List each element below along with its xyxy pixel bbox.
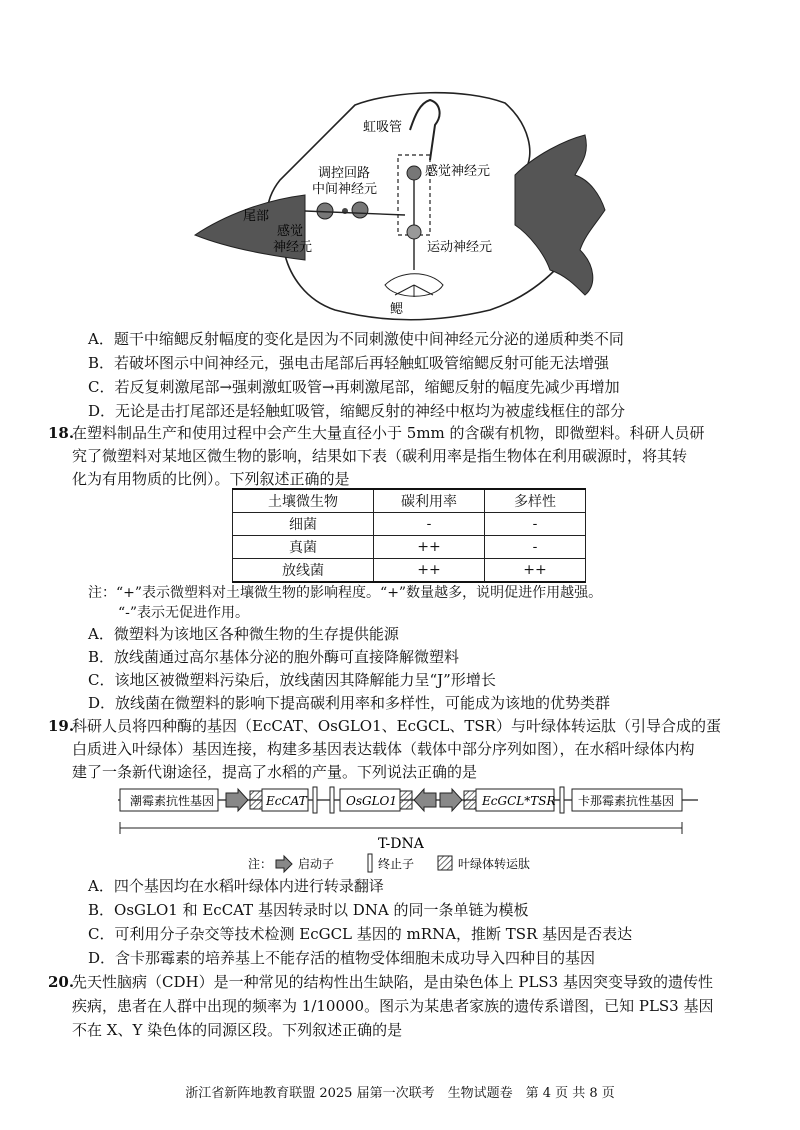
label-gill: 鳃 bbox=[390, 302, 404, 317]
microbe-table bbox=[232, 488, 586, 583]
label-sensory-left-2: 神经元 bbox=[273, 240, 313, 255]
table-header-row bbox=[233, 489, 586, 513]
hyg-label: 潮霉素抗性基因 bbox=[130, 794, 215, 808]
table-row bbox=[233, 536, 586, 559]
peptide-1 bbox=[250, 791, 262, 809]
table-header: 碳利用率 bbox=[374, 489, 485, 513]
promoter-3 bbox=[440, 789, 462, 811]
label-interneuron-1: 调控回路 bbox=[318, 166, 371, 181]
promoter-2 bbox=[414, 789, 436, 811]
q17-option-d: D．无论是击打尾部还是轻触虹吸管，缩鳃反射的神经中枢均为被虚线框住的部分 bbox=[88, 402, 626, 420]
osGLO-label: OsGLO1 bbox=[346, 794, 398, 808]
promoter-1 bbox=[226, 789, 248, 811]
ecGCL-label: EcGCL*TSR bbox=[482, 794, 556, 808]
kan-label: 卡那霉素抗性基因 bbox=[578, 794, 675, 808]
table-row bbox=[233, 559, 586, 583]
label-siphon: 虹吸管 bbox=[363, 120, 403, 135]
q17-option-b: B．若破坏图示中间神经元，强电击尾部后再轻触虹吸管缩鳃反射可能无法增强 bbox=[88, 354, 610, 372]
q18-option-b: B．放线菌通过高尔基体分泌的胞外酶可直接降解微塑料 bbox=[88, 648, 460, 666]
q18-number: 18. bbox=[48, 424, 75, 442]
q19-option-c: C．可利用分子杂交等技术检测 EcGCL 基因的 mRNA，推断 TSR 基因是否表达 bbox=[88, 925, 633, 943]
aplysia-reflex-diagram bbox=[185, 85, 615, 325]
label-interneuron-2: 中间神经元 bbox=[312, 182, 378, 197]
ecCAT-label: EcCAT bbox=[266, 794, 307, 808]
table-header: 多样性 bbox=[485, 489, 586, 513]
terminator-3 bbox=[560, 787, 564, 813]
legend-terminator-icon bbox=[368, 854, 372, 872]
q19-stem-line-1: 科研人员将四种酶的基因（EcCAT、OsGLO1、EcGCL、TSR）与叶绿体转运肽（引导合成的蛋 bbox=[72, 717, 721, 735]
page-footer: 浙江省新阵地教育联盟 2025 届第一次联考 生物试题卷 第 4 页 共 8 页 bbox=[185, 1086, 615, 1101]
q18-stem-line-1: 在塑料制品生产和使用过程中会产生大量直径小于 5mm 的含碳有机物，即微塑料。科研人员研 bbox=[72, 424, 705, 442]
table-cell: 真菌 bbox=[233, 536, 374, 559]
interneuron bbox=[352, 202, 368, 218]
legend-promoter-label: 启动子 bbox=[298, 857, 335, 871]
label-sensory-left-1: 感觉 bbox=[277, 224, 304, 239]
q18-option-c: C．该地区被微塑料污染后，放线菌因其降解能力呈“J”形增长 bbox=[88, 671, 496, 689]
q19-option-a: A．四个基因均在水稻叶绿体内进行转录翻译 bbox=[88, 877, 384, 895]
legend-peptide-label: 叶绿体转运肽 bbox=[458, 857, 531, 871]
q19-stem-line-3: 建了一条新代谢途径，提高了水稻的产量。下列说法正确的是 bbox=[72, 763, 478, 781]
q18-option-a: A．微塑料为该地区各种微生物的生存提供能源 bbox=[88, 625, 399, 643]
q18-stem-line-2: 究了微塑料对某地区微生物的影响，结果如下表（碳利用率是指生物体在利用碳源时，将其转 bbox=[72, 447, 688, 465]
motor-neuron bbox=[407, 225, 421, 239]
q20-stem-line-2: 疾病，患者在人群中出现的频率为 1/10000。图示为某患者家族的遗传系谱图，已知 PLS3 基因 bbox=[72, 997, 714, 1015]
peptide-3 bbox=[464, 791, 476, 809]
legend-terminator-label: 终止子 bbox=[378, 857, 415, 871]
legend-note: 注： bbox=[248, 857, 273, 871]
tdna-label: T-DNA bbox=[378, 836, 424, 852]
sensory-neuron-top bbox=[407, 166, 421, 180]
table-cell: 放线菌 bbox=[233, 559, 374, 583]
q18-note-line-1: 注：“+”表示微塑料对土壤微生物的影响程度。“+”数量越多，说明促进作用越强。 bbox=[88, 585, 603, 601]
q20-number: 20. bbox=[48, 973, 75, 991]
q20-stem-line-1: 先天性脑病（CDH）是一种常见的结构性出生缺陷，是由染色体上 PLS3 基因突变导致的遗传性 bbox=[72, 973, 713, 991]
table-header: 土壤微生物 bbox=[233, 489, 374, 513]
q17-option-c: C．若反复刺激尾部→强刺激虹吸管→再刺激尾部，缩鳃反射的幅度先减少再增加 bbox=[88, 378, 620, 396]
label-tail: 尾部 bbox=[243, 209, 270, 224]
q18-stem-line-3: 化为有用物质的比例）。下列叙述正确的是 bbox=[72, 470, 350, 488]
terminator-2 bbox=[330, 787, 334, 813]
q19-stem-line-2: 白质进入叶绿体）基因连接，构建多基因表达载体（载体中部分序列如图），在水稻叶绿体内构 bbox=[72, 740, 695, 758]
table-cell: - bbox=[374, 513, 485, 536]
table-cell: - bbox=[485, 536, 586, 559]
table-cell: 细菌 bbox=[233, 513, 374, 536]
q19-option-d: D．含卡那霉素的培养基上不能存活的植物受体细胞未成功导入四种目的基因 bbox=[88, 949, 596, 967]
table-cell: ++ bbox=[485, 559, 586, 583]
peptide-2 bbox=[400, 791, 412, 809]
label-motor: 运动神经元 bbox=[427, 240, 493, 255]
table-cell: - bbox=[485, 513, 586, 536]
label-sensory-top: 感觉神经元 bbox=[425, 164, 491, 179]
table-row bbox=[233, 513, 586, 536]
q19-option-b: B．OsGLO1 和 EcCAT 基因转录时以 DNA 的同一条单链为模板 bbox=[88, 901, 529, 919]
vector-diagram bbox=[108, 784, 708, 874]
table-cell: ++ bbox=[374, 536, 485, 559]
q19-number: 19. bbox=[48, 717, 75, 735]
q18-option-d: D．放线菌在微塑料的影响下提高碳利用率和多样性，可能成为该地的优势类群 bbox=[88, 694, 611, 712]
q20-stem-line-3: 不在 X、Y 染色体的同源区段。下列叙述正确的是 bbox=[72, 1021, 403, 1039]
q18-note-line-2: “-”表示无促进作用。 bbox=[118, 605, 250, 621]
table-cell: ++ bbox=[374, 559, 485, 583]
legend-promoter-icon bbox=[276, 856, 292, 872]
legend-peptide-icon bbox=[438, 856, 452, 870]
terminator-1 bbox=[313, 787, 317, 813]
q17-option-a: A．题干中缩鳃反射幅度的变化是因为不同刺激使中间神经元分泌的递质种类不同 bbox=[88, 330, 624, 348]
